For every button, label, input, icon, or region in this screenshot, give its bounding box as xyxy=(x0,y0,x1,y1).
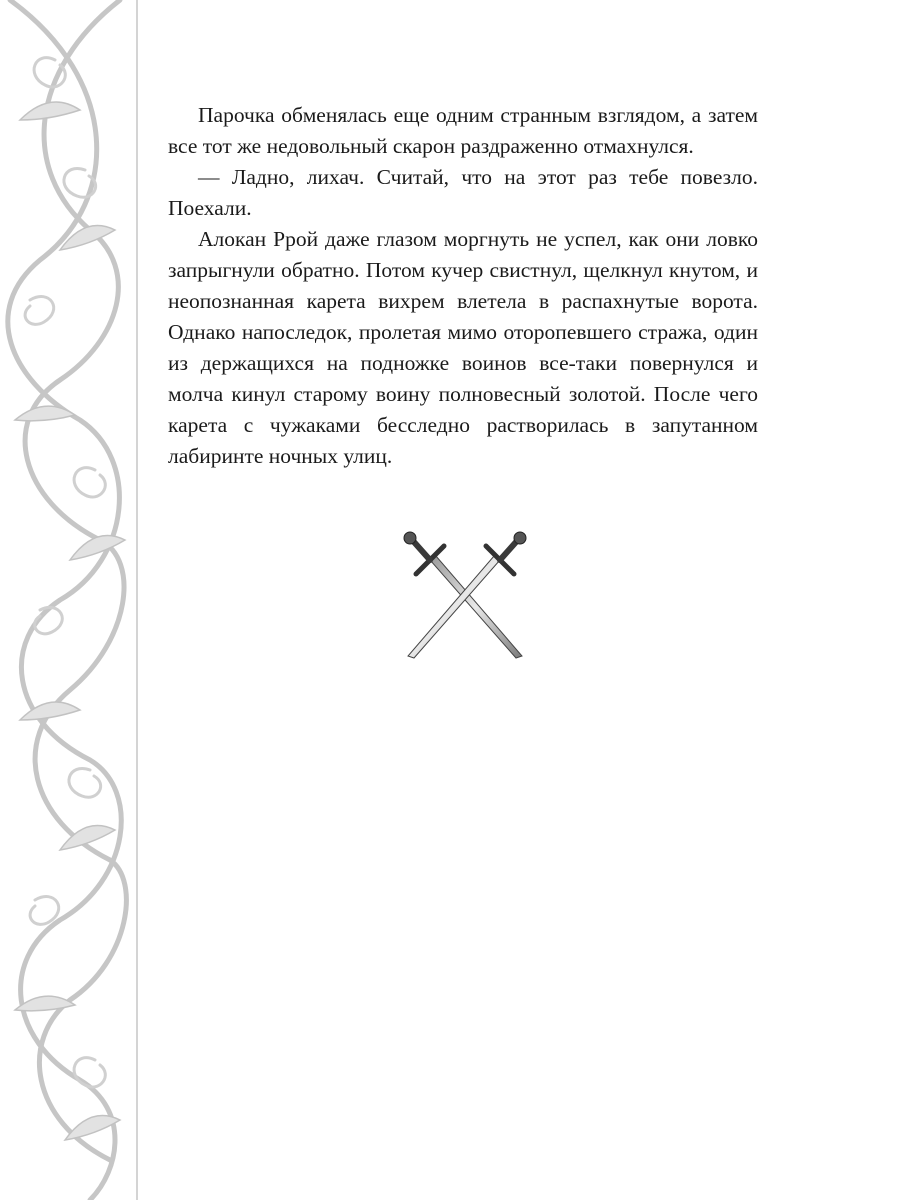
paragraph-2: — Ладно, лихач. Считай, что на этот раз тебе повезло. Поехали. xyxy=(168,165,758,220)
floral-border-ornament xyxy=(0,0,140,1200)
paragraph-3: Алокан Ррой даже глазом моргнуть не успел, как они ловко запрыгнули обратно. Потом кучер свистнул, щелкнул кнутом, и неопознанная карета вихрем влетела в распахнутые ворота. Однако напоследок, пролетая мимо оторопевшего стража, один из держащихся на подножке воинов все-таки повернулся и молча кинул старому воину полновесный золотой. После чего карета с чужаками бесследно растворилась в запутанном лабиринте ночных улиц. xyxy=(168,227,758,468)
main-text-block xyxy=(168,100,758,472)
crossed-swords-icon xyxy=(400,530,530,665)
paragraph-1: Парочка обменялась еще одним странным взглядом, а затем все тот же недовольный скарон раздраженно отмахнулся. xyxy=(168,103,758,158)
